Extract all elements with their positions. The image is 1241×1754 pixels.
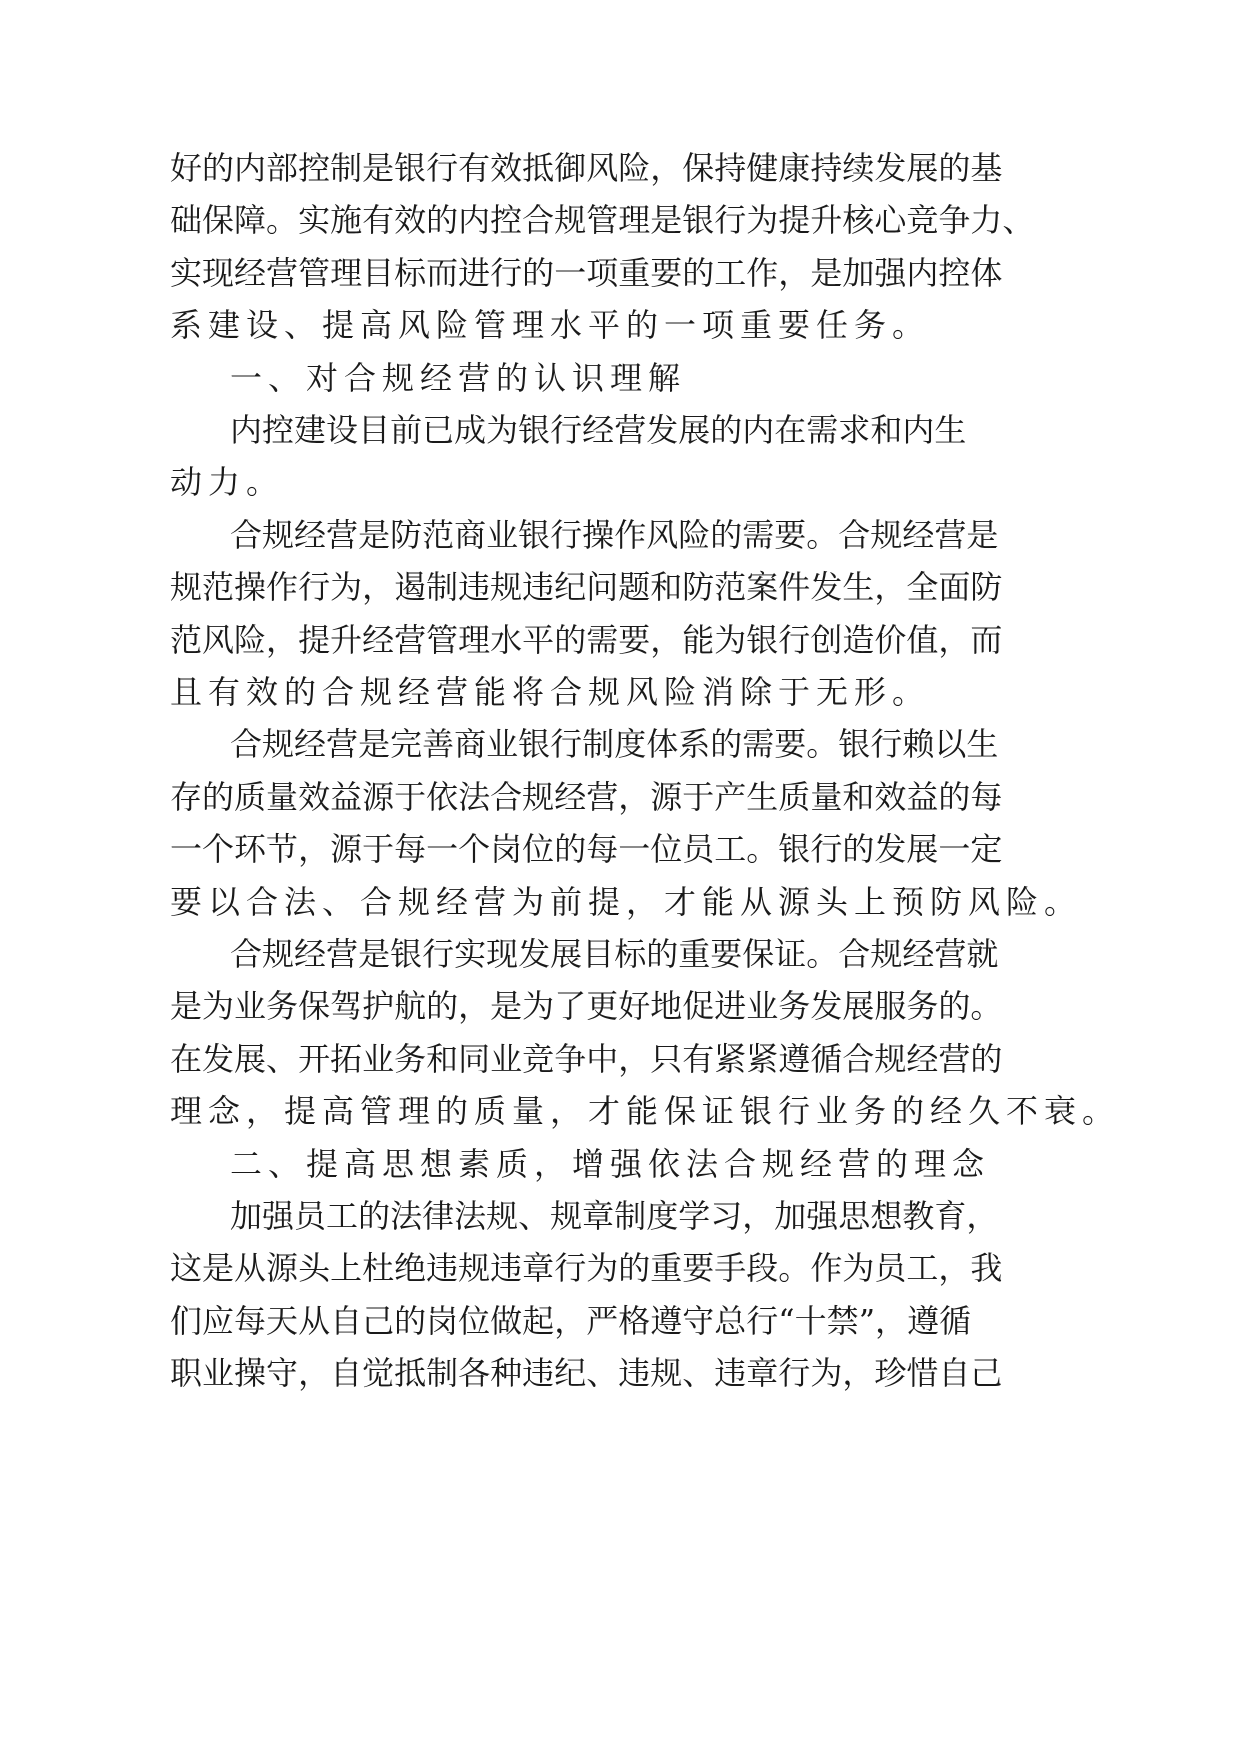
text-line: 合 规 经 营 是 防 范 商 业 银 行 操 作 风 险 的 需 要 。 合 规 经 营 是 [230, 516, 999, 554]
text-line: 合 规 经 营 是 银 行 实 现 发 展 目 标 的 重 要 保 证 。 合 规 经 营 就 [230, 935, 999, 973]
text-line: 且有效的合规经营能将合规风险消除于无形。 [170, 673, 931, 711]
text-line: 加 强 员 工 的 法 律 法 规 、 规 章 制 度 学 习 ， 加 强 思 想 教 育 ， [230, 1197, 999, 1235]
text-line: 要以合法、合规经营为前提，才能从源头上预防风险。 [170, 883, 1083, 921]
text-line: 实 现 经 营 管 理 目 标 而 进 行 的 一 项 重 要 的 工 作 ， 是 加 强 内 控 体 [170, 254, 1003, 292]
text-line: 职 业 操 守 ， 自 觉 抵 制 各 种 违 纪 、 违 规 、 违 章 行 为 ， 珍 惜 自 己 [170, 1354, 1003, 1392]
text-line: 是 为 业 务 保 驾 护 航 的 ， 是 为 了 更 好 地 促 进 业 务 发 展 服 务 的 。 [170, 987, 1003, 1025]
text-line: 系建设、提高风险管理水平的一项重要任务。 [170, 306, 931, 344]
text-line: 范 风 险 ， 提 升 经 营 管 理 水 平 的 需 要 ， 能 为 银 行 创 造 价 值 ， 而 [170, 621, 1003, 659]
text-line: 们 应 每 天 从 自 己 的 岗 位 做 起 ， 严 格 遵 守 总 行 “ 十 禁 ” ， 遵 循 [170, 1302, 972, 1340]
text-line: 合 规 经 营 是 完 善 商 业 银 行 制 度 体 系 的 需 要 。 银 行 赖 以 生 [230, 725, 999, 763]
text-line: 规 范 操 作 行 为 ， 遏 制 违 规 违 纪 问 题 和 防 范 案 件 发 生 ， 全 面 防 [170, 568, 1003, 606]
text-line: 动力。 [170, 463, 285, 501]
text-line: 好 的 内 部 控 制 是 银 行 有 效 抵 御 风 险 ， 保 持 健 康 持 续 发 展 的 基 [170, 149, 1003, 187]
text-line: 二、提高思想素质，增强依法合规经营的理念 [230, 1145, 991, 1183]
text-line: 内 控 建 设 目 前 已 成 为 银 行 经 营 发 展 的 内 在 需 求 和 内 生 [230, 411, 967, 449]
text-line: 一、对合规经营的认识理解 [230, 359, 687, 397]
text-line: 这 是 从 源 头 上 杜 绝 违 规 违 章 行 为 的 重 要 手 段 。 作 为 员 工 ， 我 [170, 1249, 1003, 1287]
text-line: 存 的 质 量 效 益 源 于 依 法 合 规 经 营 ， 源 于 产 生 质 量 和 效 益 的 每 [170, 778, 1003, 816]
text-line: 在 发 展 、 开 拓 业 务 和 同 业 竞 争 中 ， 只 有 紧 紧 遵 循 合 规 经 营 的 [170, 1040, 1003, 1078]
text-line: 理念，提高管理的质量，才能保证银行业务的经久不衰。 [170, 1092, 1121, 1130]
text-line: 一 个 环 节 ， 源 于 每 一 个 岗 位 的 每 一 位 员 工 。 银 行 的 发 展 一 定 [170, 830, 1003, 868]
text-line: 础 保 障 。 实 施 有 效 的 内 控 合 规 管 理 是 银 行 为 提 升 核 心 竞 争 力 、 [170, 201, 1035, 239]
